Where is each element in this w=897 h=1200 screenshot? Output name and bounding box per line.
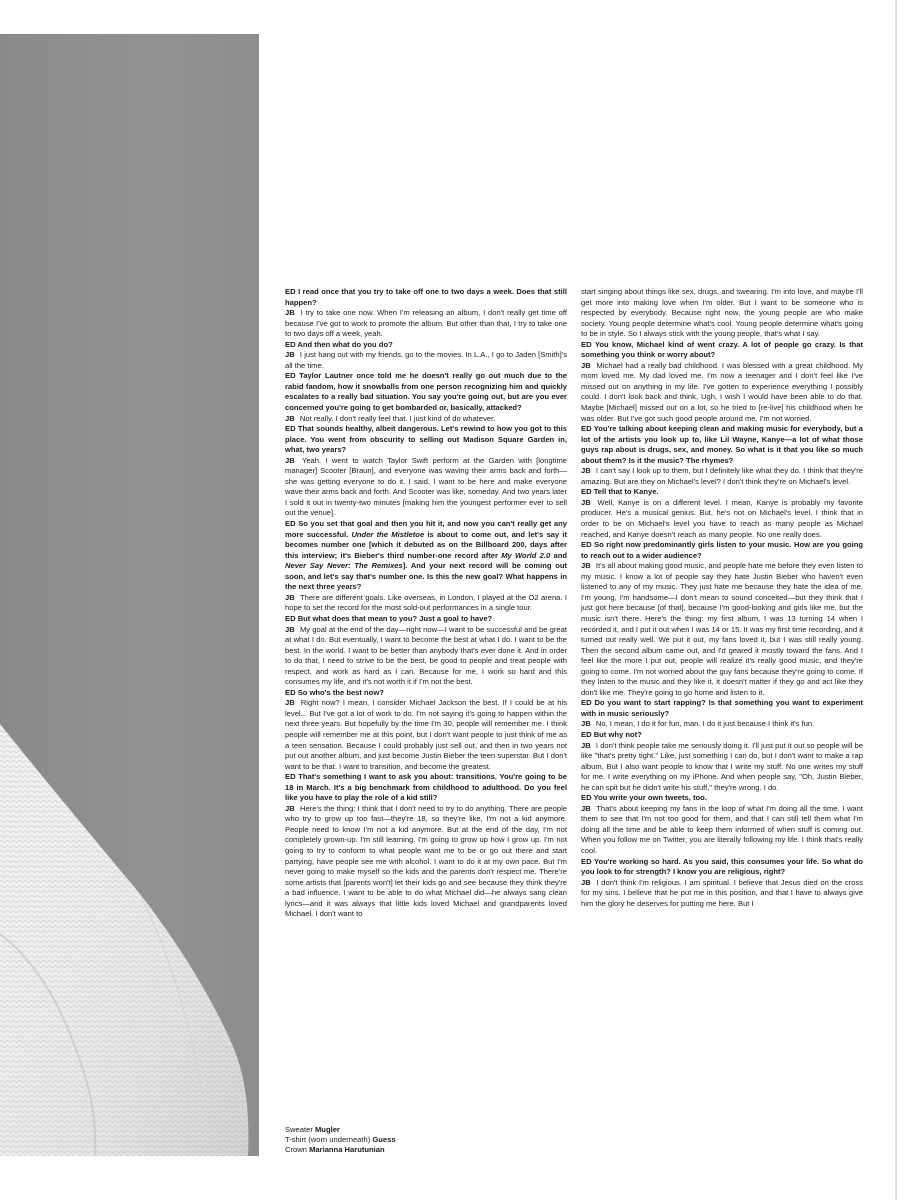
interview-column-left — [285, 287, 567, 920]
speaker-label: JB — [285, 350, 295, 360]
interview-answer — [285, 593, 567, 614]
interview-answer — [581, 561, 863, 698]
paragraph-text: is about to come out, and let's say it becomes number one [which it debuted as on the Billboard 200, days after this interview; it's Bieber's third number-one record after — [285, 529, 568, 560]
interview-answer — [581, 878, 863, 910]
answer-continuation — [581, 287, 863, 340]
interview-question — [581, 340, 863, 361]
speaker-label: ED — [285, 519, 296, 529]
speaker-label: ED — [581, 793, 592, 803]
italic-title: Never Say Never: The Remixes — [285, 561, 403, 571]
paragraph-text: And then what do you do? — [297, 339, 393, 349]
paragraph-text: ]. And your next record will be coming out soon, and let's say that's number one. Is this the new goal? What happens in the next three years? — [285, 561, 568, 592]
interview-question — [285, 340, 567, 351]
speaker-label: JB — [285, 624, 295, 634]
interview-answer — [581, 741, 863, 794]
paragraph-text: Tell that to Kanye. — [593, 487, 659, 497]
speaker-label: JB — [285, 803, 295, 813]
speaker-label: JB — [285, 308, 295, 318]
speaker-label: ED — [581, 729, 592, 739]
italic-title: My World 2.0 — [501, 550, 551, 560]
speaker-label: JB — [285, 413, 295, 423]
speaker-label: ED — [285, 371, 296, 381]
interview-answer — [581, 498, 863, 540]
speaker-label: ED — [285, 687, 296, 697]
speaker-label: ED — [285, 339, 296, 349]
paragraph-text: I can't say I look up to them, but I definitely like what they do. I think that they're amazing. But are they on Michael's level? I don't think they're on Michael's level. — [581, 466, 863, 486]
interview-answer — [581, 804, 863, 857]
credit-line: T-shirt (worn underneath) Guess — [285, 1135, 396, 1145]
paragraph-text: You write your own tweets, too. — [593, 793, 707, 803]
paragraph-text: I don't think people take me seriously doing it. I'll just put it out so people will be like "that's pretty tight." Like, just something I can do, but I don't want to make a rap album. But I also want people to know that I write my stuff. No one writes my stuff for me. I write everything on my iPhone. And when people say, "Oh, Justin Bieber, he can spit but he didn't write his stuff," they're wrong. I do. — [581, 740, 863, 792]
interview-question — [285, 519, 567, 593]
paragraph-text: Not really. I don't really feel that. I just kind of do whatever. — [299, 413, 496, 423]
speaker-label: JB — [581, 561, 591, 571]
speaker-label: JB — [581, 740, 591, 750]
photo-credits — [285, 1125, 396, 1156]
speaker-label: ED — [581, 424, 592, 434]
paragraph-text: You're talking about keeping clean and making music for everybody, but a lot of the artists you look up to, like Lil Wayne, Kanye—a lot of what those guys rap about is drugs, sex, and money. So what is it that you like so much about them? Is it the music? The rhymes? — [581, 424, 863, 465]
interview-question — [285, 371, 567, 413]
paragraph-text: You know, Michael kind of went crazy. A lot of people go crazy. Is that something you think or worry about? — [581, 339, 863, 360]
interview-answer — [581, 719, 863, 730]
interview-question — [285, 424, 567, 456]
speaker-label: JB — [581, 466, 591, 476]
paragraph-text: That's about keeping my fans in the loop of what I'm doing all the time. I want them to see that I'm not too good for them, and that I can still tell them what I'm doing all the time and be able to keep them informed of when stuff is coming out. When you follow me on Twitter, you are literally following my life. I think that's really cool. — [581, 803, 863, 855]
paragraph-text: Michael had a really bad childhood. I was blessed with a great childhood. My mom loved me. My dad loved me. I'm now a teenager and I don't feel like I've missed out on anything in my life. I've gotten to experience everything I possibly could. I don't look back and think, Ugh, I wish I would have been able to do that. Maybe [Michael] missed out on a lot, so he tried to [re-live] his childhood when he was older. But I've got such good people around me, I'm not worried. — [581, 360, 863, 423]
paragraph-text: Here's the thing: I think that I don't need to try to do anything. There are people who try to grow up too fast—they're 18, so they're like, I'm not a kid anymore. People need to know I'm not a kid anymore. But at the end of the day, I'm not completely grown-up. I'm still learning. I'm going to grow up how I grow up. I'm not going to try to conform to what people want me to be or go out there and start partying, have people see me with alcohol. I want to do it at my own pace. But I'm never going to make myself so the kids and the parents don't respect me. There're some artists that [parents won't] let their kids go and see because they think they're a bad influence. I want to be able to do what Michael did—he always sang clean lyrics—and it was always that little kids loved Michael and grandparents loved Michael. I don't want to — [285, 803, 567, 919]
paragraph-text: I just hang out with my friends, go to the movies. In L.A., I go to Jaden [Smith]'s all the time. — [285, 350, 567, 370]
interview-question — [285, 688, 567, 699]
speaker-label: JB — [285, 698, 295, 708]
paragraph-text: That's something I want to ask you about: transitions. You're going to be 18 in March. It's a big benchmark from childhood to adulthood. Do you feel like you have to play the role of a kid still? — [285, 772, 567, 803]
speaker-label: ED — [581, 698, 592, 708]
interview-answer — [285, 625, 567, 688]
paragraph-text: I try to take one now. When I'm releasing an album, I don't really get time off because I've got to work to promote the album. But other than that, I try to take one to two days off a week, yeah. — [285, 308, 567, 339]
interview-answer — [285, 414, 567, 425]
paragraph-text: start singing about things like sex, drugs, and swearing. I'm into love, and maybe I'll get more into making love when I'm older. But I want to be someone who is respected by everybody. Because right now, the young people are who make society. Young people determine what's cool. Young people determine what's going to be in style. So I always stick with the young people, that's what I say. — [581, 287, 863, 339]
speaker-label: ED — [581, 856, 592, 866]
interview-answer — [285, 308, 567, 340]
paragraph-text: Well, Kanye is on a different level. I mean, Kanye is probably my favorite producer. He's a musical genius. But, he's not on Michael's level. I think that in order to be on Michael's level you have to reach as many people as Michael reached, and Kanye doesn't reach as many people. No one really does. — [581, 497, 863, 539]
interview-question — [285, 614, 567, 625]
speaker-label: ED — [581, 540, 592, 550]
interview-answer — [285, 698, 567, 772]
paragraph-text: Yeah. I went to watch Taylor Swift perform at the Garden with [longtime manager] Scooter [Braun], and everyone was waving their arms back and forth—she was getting everyone to do it. I said, I want to be here and make everyone wave their arms back and forth. And Scooter was like, someday. And two years later I sold it out in twenty-two minutes [making him the youngest performer ever to sell out the venue]. — [285, 455, 567, 518]
interview-question — [581, 730, 863, 741]
speaker-label: ED — [285, 772, 296, 782]
paragraph-text: I don't think I'm religious. I am spiritual. I believe that Jesus died on the cross for my sins. I believe that he put me in this position, and that I have to always give him the glory he deserves for putting me here. But I — [581, 877, 863, 908]
interview-question — [581, 424, 863, 466]
paragraph-text: So you set that goal and then you hit it, and now you can't really get any more successful. — [285, 519, 567, 539]
interview-question — [581, 487, 863, 498]
paragraph-text: Taylor Lautner once told me he doesn't really go out much due to the rabid fandom, how it snowballs from one person recognizing him and quickly escalates to a really bad situation. You say you're going out, but are you ever concerned you're going to get bombarded or, basically, attacked? — [285, 371, 567, 413]
speaker-label: ED — [581, 339, 592, 349]
paragraph-text: Right now? I mean, I consider Michael Jackson the best. If I could be at his level... But I've got a lot of work to do. I'm not saying it's going to happen within the next three years. But hopefully by the time I'm 30, people will remember me. I think people will remember me at this point, but I don't want people to just think of me as a teen sensation. Because I could probably just sell out, and then in two years not put out another album, and just become Justin Bieber the teen superstar. But I don't want to be that. I want to transition, and become the greatest. — [285, 698, 567, 771]
credit-line: Sweater Mugler — [285, 1125, 340, 1134]
speaker-label: JB — [581, 877, 591, 887]
interview-answer — [581, 466, 863, 487]
paragraph-text: No, I mean, I do it for fun, man. I do it just because I think it's fun. — [595, 719, 815, 729]
paragraph-text: So right now predominantly girls listen to your music. How are you going to reach out to a wider audience? — [581, 540, 863, 560]
interview-answer — [285, 804, 567, 920]
interview-question — [285, 772, 567, 804]
photo-panel — [0, 34, 259, 1156]
speaker-label: JB — [285, 455, 295, 465]
speaker-label: ED — [285, 287, 296, 296]
paragraph-text: and — [550, 550, 567, 560]
paragraph-text: So who's the best now? — [297, 687, 384, 697]
paragraph-text: But why not? — [593, 729, 642, 739]
interview-answer — [285, 456, 567, 519]
paragraph-text: Do you want to start rapping? Is that something you want to experiment with in music seriously? — [581, 698, 863, 718]
credit-line: Crown Marianna Harutunian — [285, 1145, 385, 1155]
interview-answer — [285, 350, 567, 371]
speaker-label: ED — [285, 424, 296, 434]
paragraph-text: There are different goals. Like overseas, in London, I played at the O2 arena. I hope to set the record for the most sold-out performances in a single tour. — [285, 592, 567, 613]
sweater-photo — [0, 34, 259, 1156]
interview-question — [285, 287, 567, 308]
speaker-label: ED — [285, 613, 296, 623]
interview-question — [581, 857, 863, 878]
italic-title: Under the Mistletoe — [351, 529, 425, 539]
paragraph-text: You're working so hard. As you said, this consumes your life. So what do you look to for strength? I know you are religious, right? — [581, 856, 863, 877]
speaker-label: ED — [581, 487, 592, 497]
paragraph-text: That sounds healthy, albeit dangerous. Let's rewind to how you got to this place. You went from obscurity to selling out Madison Square Garden in, what, two years? — [285, 424, 567, 455]
interview-answer — [581, 361, 863, 424]
paragraph-text: It's all about making good music, and people hate me before they even listen to my music. I know a lot of people say they hate Justin Bieber who haven't even listened to any of my music. They just hate me because they hate the idea of me. I'm young, I'm handsome—I don't mean to sound conceited—but they think that I just got here because [of that], because I'm good-looking and girls like me, but the music isn't there. Here's the thing: my first album, I was 13 turning 14 when I recorded it, and I put it out when I was 14 or 15. It was my first time recording, and it turned out really well. We put it out, my fans loved it, but I was still really young. Then the second album came out, and I'd geared it mostly toward the fans. And I feel like the more I put out, people will realize it's really good music, and they're going to come. I'm not worried about the guy fans because they're going to come. If they listen to the music and they like it, it doesn't matter if they go and act like they don't like me. They're going to go home and listen to it. — [581, 561, 863, 697]
speaker-label: JB — [581, 497, 591, 507]
speaker-label: JB — [581, 360, 591, 370]
speaker-label: JB — [285, 592, 295, 602]
speaker-label: JB — [581, 719, 591, 729]
paragraph-text: My goal at the end of the day—right now—I want to be successful and be great at what I do. But eventually, I want to become the best at what I do. I want to be the best. In the world. I want to be better than anybody that's ever done it. And in order to do that, I need to strive to be the best, be good to people and treat people with respect, and work as hard as I can. Because for me, I work so hard and this consumes my life, and it's not worth it if I'm not the best. — [285, 624, 567, 687]
interview-question — [581, 793, 863, 804]
interview-column-right — [581, 287, 863, 909]
speaker-label: JB — [581, 803, 591, 813]
paragraph-text: But what does that mean to you? Just a goal to have? — [297, 613, 493, 623]
paragraph-text: I read once that you try to take off one to two days a week. Does that still happen? — [285, 287, 567, 307]
interview-question — [581, 698, 863, 719]
interview-question — [581, 540, 863, 561]
